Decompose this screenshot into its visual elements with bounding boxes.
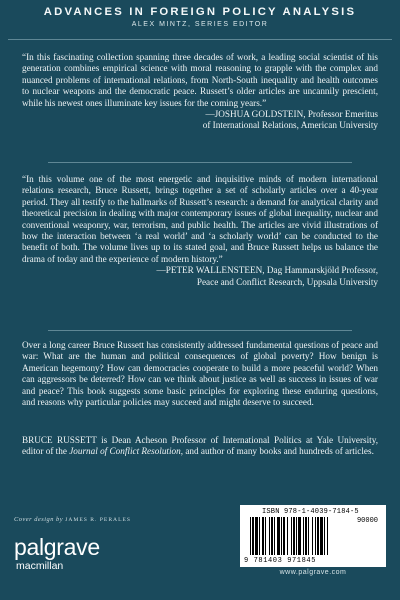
header-divider <box>8 39 392 40</box>
series-header <box>0 6 400 28</box>
journal-title: Journal of Conflict Resolution <box>69 446 181 457</box>
publisher-imprint: macmillan <box>16 560 64 572</box>
isbn-label: ISBN 978-1-4039-7184-5 <box>262 508 359 516</box>
endorsement-goldstein <box>22 52 378 132</box>
publisher-url: www.palgrave.com <box>279 569 347 576</box>
cover-designer: JAMES R. PERALES <box>65 517 132 523</box>
cover-credit-prefix: Cover design by <box>14 516 64 523</box>
endorsement-attribution: —JOSHUA GOLDSTEIN, Professor Emeritus <box>205 109 378 120</box>
endorsement-attribution: —PETER WALLENSTEEN, Dag Hammarskjöld Professor, <box>156 265 378 276</box>
price-code: 90000 <box>356 517 378 525</box>
barcode-digits: 9 781403 971845 <box>244 557 317 565</box>
series-editor: ALEX MINTZ, SERIES EDITOR <box>131 21 269 28</box>
publisher-logo <box>14 536 100 572</box>
publisher-name: palgrave <box>14 534 100 560</box>
endorsement-wallensteen <box>22 174 378 288</box>
author-bio <box>22 435 378 458</box>
series-title: ADVANCES IN FOREIGN POLICY ANALYSIS <box>43 6 357 18</box>
author-bio-text-end: , and author of many books and hundreds of articles. <box>180 446 374 457</box>
endorsement-affiliation: Peace and Conflict Research, Uppsala University <box>196 276 378 287</box>
endorsement-text: “In this volume one of the most energetic and inquisitive minds of modern international relations research, Bruce Russett, brings together a set of scholarly articles over a 40-year period. They all testify to the hallmarks of Russett’s research: a demand for analytical clarity and theoretical precision in dealing with major contemporary issues of global inequality, nuclear and conventional weaponry, war, terrorism, and public health. The articles are vivid illustrations of how the interaction between ‘a real world’ and ‘a scholarly world’ can be conducted to the benefit of both. The volume lives up to its stated goal, and Bruce Russett helps us balance the drama of today and the experience of modern history.” <box>22 174 378 264</box>
cover-credit <box>14 516 131 523</box>
endorsement-affiliation: of International Relations, American University <box>202 120 378 131</box>
section-divider <box>48 162 352 163</box>
endorsement-text: “In this fascinating collection spanning three decades of work, a leading social scientist of his generation combines empirical science with moral reasoning to grapple with the complex and nuanced problems of international relations, from North-South inequality and health outcomes to nuclear weapons and the democratic peace. Russett’s older articles are uncannily prescient, while his newest ones illuminate key issues for the coming years.” <box>22 52 378 108</box>
author-bio-text: BRUCE RUSSETT is Dean Acheson Professor of International Politics at Yale University, editor of the <box>22 435 378 457</box>
barcode-icon <box>248 517 378 557</box>
barcode-block <box>240 505 386 567</box>
section-divider <box>48 330 352 331</box>
book-description: Over a long career Bruce Russett has consistently addressed fundamental questions of peace and war: What are the human and political consequences of global poverty? How benign is American hegemony? How can democracies cooperate to build a more peaceful world? When can aggressors be deterred? How can we think about justice as well as success in issues of war and peace? This book suggests some basic principles for exploring these enduring questions, and reasons why particular policies may succeed and might deserve to succeed. <box>22 340 378 408</box>
